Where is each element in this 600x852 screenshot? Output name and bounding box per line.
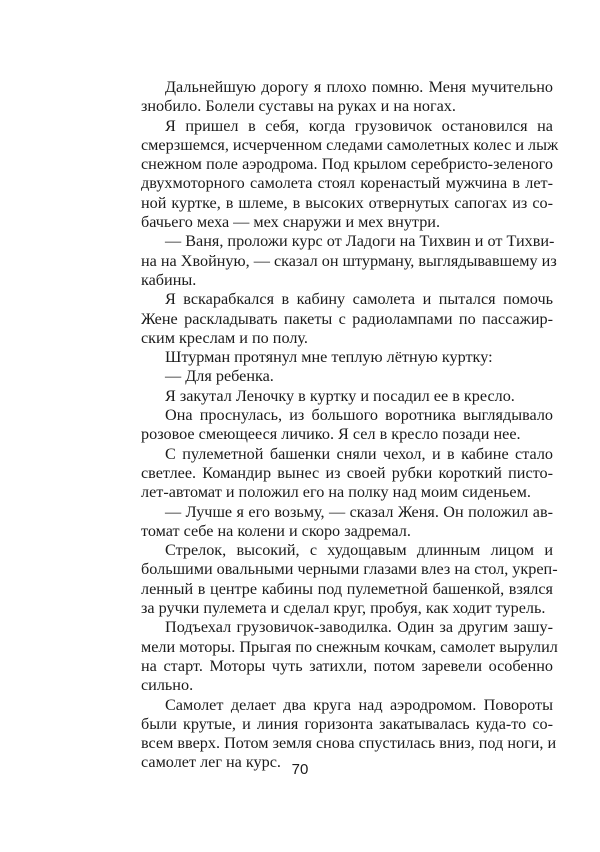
text-line: томат себе на колени и скоро задремал.: [141, 521, 411, 540]
text-line: Штурман протянул мне теплую лётную куртку:: [165, 348, 493, 367]
text-line: были крутые, и линия горизонта закатывалась куда-то со-: [141, 714, 553, 733]
text-line: сильно.: [141, 676, 194, 695]
text-line: Я закутал Леночку в куртку и посадил ее в кресло.: [165, 386, 515, 405]
text-line: за ручки пулемета и сделал круг, пробуя, как ходит турель.: [141, 599, 546, 618]
text-line: ленный в центре кабины под пулеметной башенкой, взялся: [141, 579, 553, 598]
text-line: ной куртке, в шлеме, в высоких отвернутых сапогах из со-: [141, 193, 553, 212]
text-line: кабины.: [141, 270, 197, 289]
text-line: Я вскарабкался в кабину самолета и пытался помочь: [165, 290, 553, 309]
text-line: двухмоторного самолета стоял коренастый мужчина в лет-: [141, 174, 553, 193]
text-line: Дальнейшую дорогу я плохо помню. Меня мучительно: [165, 78, 553, 96]
body-text: [141, 78, 559, 773]
text-line: — Лучше я его возьму, — сказал Женя. Он положил ав-: [165, 502, 553, 521]
text-line: смерзшемся, исчерченном следами самолетных колес и лыж: [141, 135, 559, 154]
text-line: всем вверх. Потом земля снова спустилась вниз, под ноги, и: [141, 734, 557, 753]
text-line: — Ваня, проложи курс от Ладоги на Тихвин и от Тихви-: [165, 232, 555, 251]
text-line: на старт. Моторы чуть затихли, потом заревели особенно: [141, 656, 553, 675]
text-line: лет-автомат и положил его на полку над моим сиденьем.: [141, 483, 531, 502]
text-line: мели моторы. Прыгая по снежным кочкам, самолет вырулил: [141, 637, 558, 656]
page-number: 70: [291, 761, 309, 778]
text-line: Она проснулась, из большого воротника выглядывало: [165, 406, 553, 425]
text-line: С пулеметной башенки сняли чехол, и в кабине стало: [165, 444, 553, 463]
text-line: знобило. Болели суставы на руках и на ногах.: [141, 97, 456, 116]
text-line: Жене раскладывать пакеты с радиолампами по пассажир-: [141, 309, 553, 328]
text-line: Я пришел в себя, когда грузовичок остановился на: [165, 116, 553, 135]
text-line: розовое смеющееся личико. Я сел в кресло позади нее.: [141, 425, 521, 444]
text-line: — Для ребенка.: [165, 367, 274, 386]
text-line: светлее. Командир вынес из своей рубки короткий писто-: [141, 463, 553, 482]
text-line: Самолет делает два круга над аэродромом. Повороты: [165, 695, 553, 714]
text-line: большими овальными черными глазами влез на стол, укреп-: [141, 560, 558, 579]
text-line: Подъехал грузовичок-заводилка. Один за другим зашу-: [165, 618, 553, 637]
text-line: бачьего меха — мех снаружи и мех внутри.: [141, 213, 441, 232]
text-line: на на Хвойную, — сказал он штурману, выглядывавшему из: [141, 251, 557, 270]
text-line: Стрелок, высокий, с худощавым длинным лицом и: [165, 541, 553, 560]
text-line: самолет лег на курс.: [141, 753, 281, 772]
text-line: снежном поле аэродрома. Под крылом серебристо-зеленого: [141, 155, 553, 174]
text-line: ским креслам и по полу.: [141, 328, 308, 347]
